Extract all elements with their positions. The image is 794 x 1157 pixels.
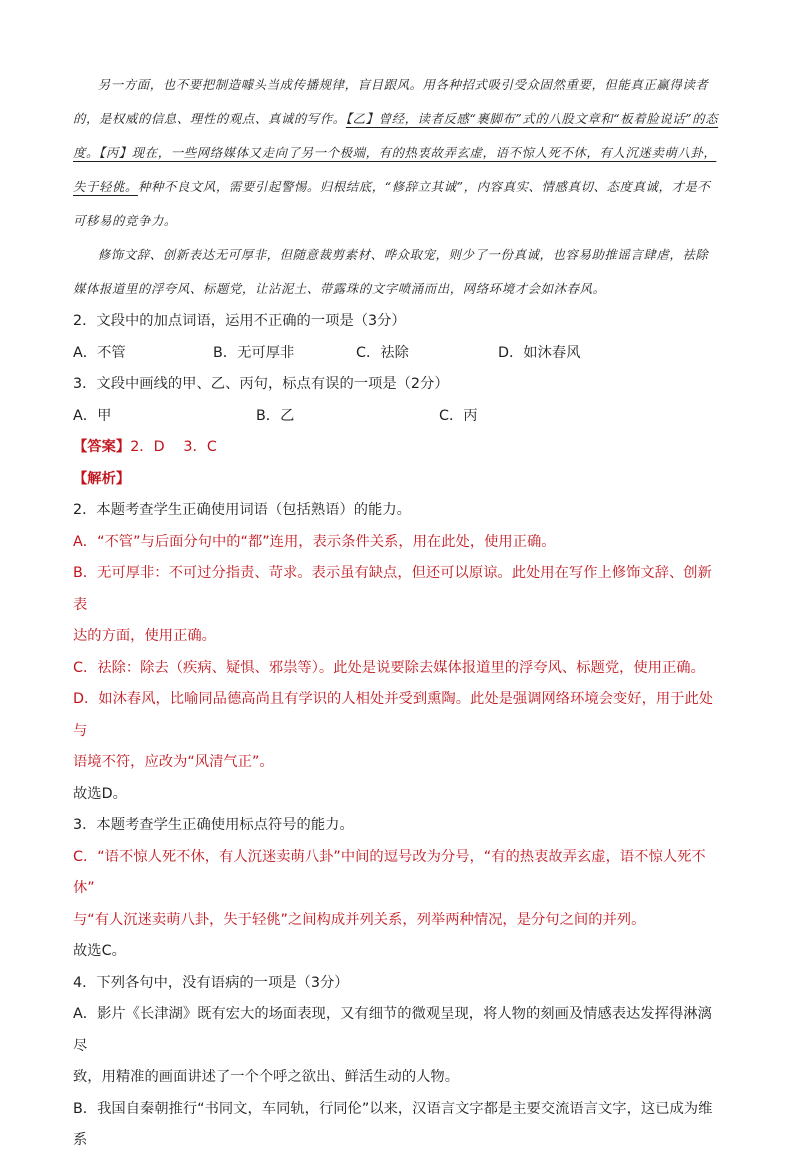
option-a[interactable]: A．不管	[73, 344, 126, 361]
analysis-line: 3．本题考查学生正确使用标点符号的能力。	[73, 817, 354, 833]
answer-label: 【答案】	[73, 439, 131, 455]
option-b[interactable]: B．乙	[256, 407, 295, 424]
answer-text: 2．D 3．C	[130, 439, 217, 455]
option-a[interactable]: A．甲	[73, 407, 112, 424]
question-3-options	[73, 401, 721, 433]
passage-text: 种种不良文风，需要引起警惕。归根结底，“修辞立其诚”，内容真实、情感真切、态度真诚，才是不可移易的竞争力。	[73, 179, 711, 228]
analysis-body	[73, 495, 721, 968]
passage-paragraph-1	[73, 68, 721, 238]
analysis-line: 2．本题考查学生正确使用词语（包括熟语）的能力。	[73, 502, 411, 518]
question-4-stem: 4．下列各句中，没有语病的一项是（3分）	[73, 974, 349, 991]
analysis-line: 语境不符，应改为“风清气正”。	[73, 754, 274, 770]
question-4-line: 致，用精准的画面讲述了一个个呼之欲出、鲜活生动的人物。	[73, 1069, 460, 1085]
question-3-stem: 3．文段中画线的甲、乙、丙句，标点有误的一项是（2分）	[73, 376, 449, 392]
question-4-options	[73, 999, 721, 1157]
analysis-label: 【解析】	[73, 470, 131, 487]
underlined-sentence-bing: 【丙】现在，一些网络媒体又走向了另一个极端，有的热衷故弄玄虚，语不惊人死不休，有人沉迷卖萌八卦，失于轻佻。	[73, 145, 717, 194]
analysis-line: D．如沐春风，比喻同品德高尚且有学识的人相处并受到熏陶。此处是强调网络环境会变好，用于此处与	[73, 691, 714, 739]
analysis-line: C．“语不惊人死不休，有人沉迷卖萌八卦”中间的逗号改为分号，“有的热衷故弄玄虚，语不惊人死不休”	[73, 848, 706, 896]
option-c[interactable]: C．丙	[439, 407, 478, 424]
analysis-line: 与“有人沉迷卖萌八卦，失于轻佻”之间构成并列关系，列举两种情况，是分句之间的并列。	[73, 911, 646, 928]
analysis-line: B．无可厚非：不可过分指责、苛求。表示虽有缺点，但还可以原谅。此处用在写作上修饰文辞、创新表	[73, 565, 712, 613]
analysis-line: C．祛除：除去（疾病、疑惧、邪祟等）。此处是说要除去媒体报道里的浮夸风、标题党，使用正确。	[73, 659, 705, 676]
passage-paragraph-2: 修饰文辞、创新表达无可厚非，但随意裁剪素材、哗众取宠，则少了一份真诚，也容易助推谣言肆虐，祛除媒体报道里的浮夸风、标题党，让沾泥土、带露珠的文字喷涌而出，网络环境才会如沐春风。	[73, 247, 709, 296]
question-4-line: A．影片《长津湖》既有宏大的场面表现，又有细节的微观呈现，将人物的刻画及情感表达发挥得淋漓尽	[73, 1006, 712, 1054]
answer-line	[73, 432, 721, 464]
underlined-sentence-yi: 【乙】曾经，读者反感“裹脚布”式的八股文章和“板着脸说话”的态度。	[73, 111, 719, 160]
option-b[interactable]: B．无可厚非	[213, 344, 295, 361]
question-2-stem: 2．文段中的加点词语，运用不正确的一项是（3分）	[73, 313, 406, 329]
document-page	[73, 68, 721, 1157]
question-4-line: B．我国自秦朝推行“书同文，车同轨，行同伦”以来，汉语言文字都是主要交流语言文字，这已成为维系	[73, 1100, 713, 1148]
analysis-line: A．“不管”与后面分句中的“都”连用，表示条件关系，用在此处，使用正确。	[73, 533, 556, 550]
passage-text: 另一方面，也不要把制造噱头当成传播规律，盲目跟风。用各种招式吸引受众固然重要，但能真正赢得读者的，是权威的信息、理性的观点、真诚的写作。	[73, 77, 709, 126]
analysis-line: 故选D。	[73, 785, 127, 802]
analysis-line: 故选C。	[73, 943, 126, 959]
option-d[interactable]: D．如沐春风	[498, 344, 581, 361]
option-c[interactable]: C．祛除	[356, 344, 409, 361]
question-2-options	[73, 338, 721, 370]
analysis-line: 达的方面，使用正确。	[73, 628, 216, 644]
